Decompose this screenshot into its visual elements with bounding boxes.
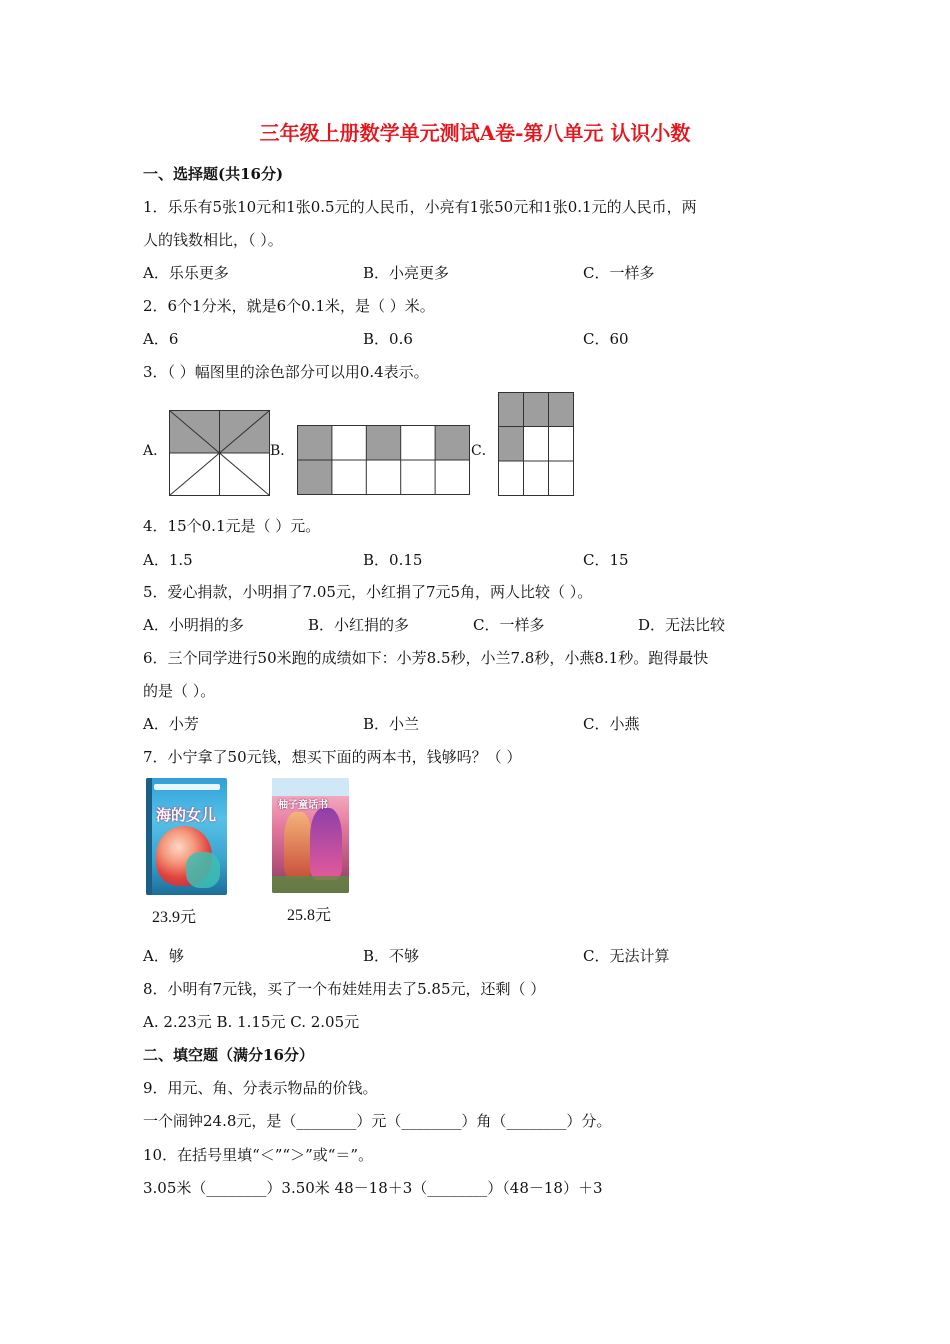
question-1-line-2: 人的钱数相比，（ ）。 [143, 231, 283, 249]
question-2-option-b: B．0.6 [363, 330, 413, 348]
question-2-text: 2．6个1分米，就是6个0.1米，是（ ）米。 [143, 297, 435, 315]
book-1-title: 海的女儿 [156, 807, 217, 824]
figure-b-label: B． [270, 443, 295, 459]
question-5-option-b: B．小红捐的多 [308, 616, 410, 634]
question-1-option-b: B．小亮更多 [363, 264, 450, 282]
question-3-text: 3．（ ）幅图里的涂色部分可以用0.4表示。 [143, 363, 429, 381]
figure-c-grid [498, 392, 574, 496]
question-9-text: 9．用元、角、分表示物品的价钱。 [143, 1079, 378, 1097]
section-heading-fill: 二、填空题（满分16分） [143, 1046, 314, 1064]
question-7-option-b: B．不够 [363, 947, 420, 965]
book-cover-fairy-tale [272, 778, 349, 893]
question-2-option-a: A．6 [143, 330, 179, 348]
page-title: 三年级上册数学单元测试A卷-第八单元 认识小数 [259, 121, 691, 145]
figure-a-label: A． [143, 443, 168, 459]
question-7-option-a: A．够 [143, 947, 184, 965]
section-heading-choice: 一、选择题(共16分) [143, 165, 284, 183]
book-cover-mermaid [146, 778, 227, 895]
question-8-text: 8．小明有7元钱，买了一个布娃娃用去了5.85元，还剩（ ） [143, 980, 546, 998]
question-4-option-b: B．0.15 [363, 551, 423, 569]
question-6-option-b: B．小兰 [363, 715, 420, 733]
question-9-blanks: 一个闹钟24.8元，是（________）元（________）角（________）分。 [143, 1112, 612, 1130]
question-5-option-d: D．无法比较 [638, 616, 726, 634]
question-1-option-c: C．一样多 [583, 264, 655, 282]
question-10-text: 10．在括号里填“＜”“＞”或“＝”。 [143, 1146, 374, 1164]
question-2-option-c: C．60 [583, 330, 629, 348]
question-5-option-a: A．小明捐的多 [143, 616, 244, 634]
question-4-option-c: C．15 [583, 551, 629, 569]
question-4-option-a: A．1.5 [143, 551, 193, 569]
figure-b-grid [297, 425, 471, 495]
question-6-option-c: C．小燕 [583, 715, 640, 733]
question-6-line-2: 的是（ ）。 [143, 682, 216, 700]
question-5-option-c: C．一样多 [473, 616, 545, 634]
question-4-text: 4．15个0.1元是（ ）元。 [143, 517, 321, 535]
question-1-line-1: 1．乐乐有5张10元和1张0.5元的人民币，小亮有1张50元和1张0.1元的人民币，两 [143, 198, 697, 216]
question-7-text: 7．小宁拿了50元钱，想买下面的两本书，钱够吗？（ ） [143, 748, 522, 766]
book-2-price: 25.8元 [287, 907, 332, 924]
question-8-options: A. 2.23元 B. 1.15元 C. 2.05元 [143, 1013, 360, 1031]
question-6-option-a: A．小芳 [143, 715, 199, 733]
book-2-title: 柚子童话书 [278, 800, 328, 811]
question-6-line-1: 6．三个同学进行50米跑的成绩如下：小芳8.5秒，小兰7.8秒，小燕8.1秒。跑得最快 [143, 649, 709, 667]
question-7-option-c: C．无法计算 [583, 947, 670, 965]
question-10-comparisons: 3.05米（________）3.50米 48－18＋3（________）（48－18）＋3 [143, 1179, 603, 1197]
question-5-text: 5．爱心捐款，小明捐了7.05元，小红捐了7元5角，两人比较（ ）。 [143, 583, 593, 601]
figure-a-divided-rectangle [169, 410, 270, 496]
question-1-option-a: A．乐乐更多 [143, 264, 229, 282]
figure-c-label: C． [471, 443, 496, 459]
book-1-price: 23.9元 [152, 909, 197, 926]
